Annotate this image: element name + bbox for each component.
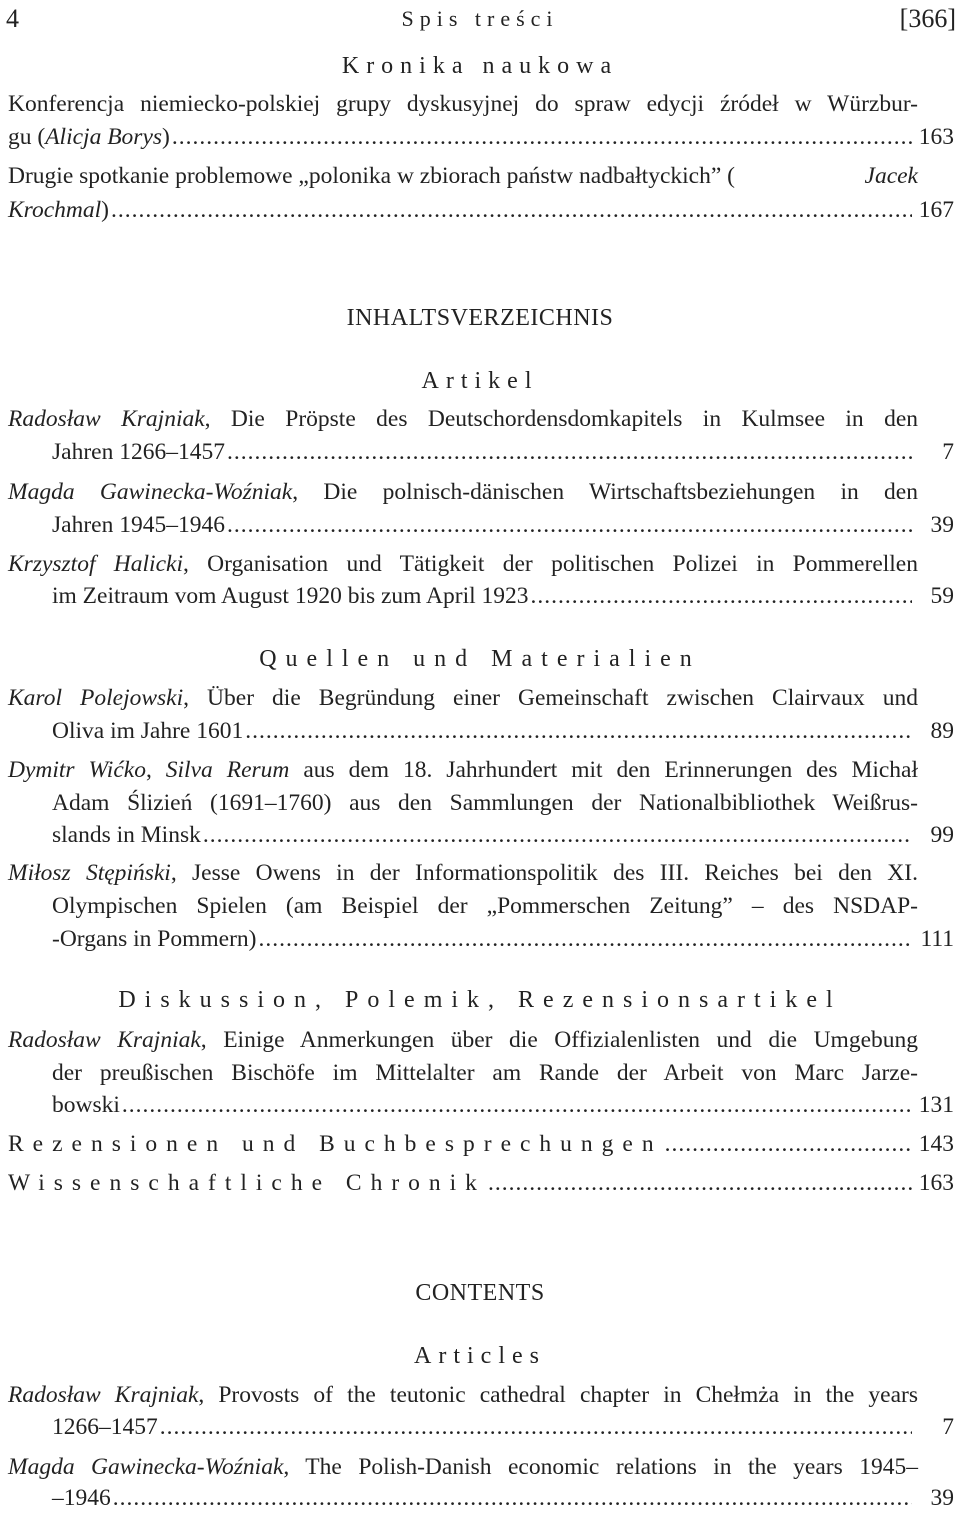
section-heading-kronika: Kronika naukowa xyxy=(341,53,619,79)
author-name: Karol Polejowski xyxy=(8,685,184,711)
leader-dots xyxy=(172,122,912,152)
author-name: Magda Gawinecka-Woźniak xyxy=(8,479,293,505)
leader-dots xyxy=(488,1168,912,1198)
page-ref: 7 xyxy=(942,439,954,465)
toc-entry-line: -Organs in Pommern) ..... xyxy=(52,924,918,954)
page-ref: 143 xyxy=(918,1131,954,1157)
author-name: Magda Gawinecka-Woźniak xyxy=(8,1454,284,1480)
leader-dots xyxy=(665,1129,912,1159)
page-ref: 89 xyxy=(930,718,954,744)
toc-entry-line: Karol Polejowski, Über die Begründung einer Gemeinschaft zwischen Clairvaux und xyxy=(8,685,918,711)
leader-dots xyxy=(203,820,912,850)
toc-entry-line: Konferencja niemiecko-polskiej grupy dyskusyjnej do spraw edycji źródeł w Würzbur- xyxy=(8,91,918,117)
author-name: Krochmal xyxy=(8,197,102,223)
author-name: Radosław Krajniak xyxy=(8,1027,201,1053)
toc-entry-line: Miłosz Stępiński, Jesse Owens in der Informationspolitik des III. Reiches bei den XI. xyxy=(8,860,918,886)
page-ref: 59 xyxy=(930,583,954,609)
toc-entry-line xyxy=(8,1129,918,1159)
toc-entry-line: Radosław Krajniak, Provosts of the teutonic cathedral chapter in Chełmża in the years xyxy=(8,1382,918,1408)
page-ref: 163 xyxy=(918,1170,954,1196)
toc-entry-line: Radosław Krajniak, Einige Anmerkungen über die Offizialenlisten und die Umgebung xyxy=(8,1027,918,1053)
toc-entry-line: bowski ..... xyxy=(52,1090,918,1120)
toc-entry-line: Oliva im Jahre 1601 ..... xyxy=(52,716,918,746)
page-ref: 7 xyxy=(942,1414,954,1440)
leader-dots xyxy=(160,1412,912,1442)
toc-entry-line: der preußischen Bischöfe im Mittelalter am Rande der Arbeit von Marc Jarze- xyxy=(52,1060,918,1086)
section-heading-quellen: Quellen und Materialien xyxy=(259,646,701,672)
toc-entry-line: 1266–1457 ..... xyxy=(52,1412,918,1442)
toc-entry-line: Adam Ślizień (1691–1760) aus den Sammlungen der Nationalbibliothek Weißrus- xyxy=(52,790,918,816)
toc-entry-line: Magda Gawinecka-Woźniak, Die polnisch-dänischen Wirtschaftsbeziehungen in den xyxy=(8,479,918,505)
author-name: Radosław Krajniak xyxy=(8,1382,199,1408)
toc-entry-line: Dymitr Wićko, Silva Rerum aus dem 18. Jahrhundert mit den Erinnerungen des Michał xyxy=(8,757,919,783)
running-title: Spis treści xyxy=(401,6,559,31)
original-page-number: [366] xyxy=(899,4,956,33)
author-name: Miłosz Stępiński xyxy=(8,860,171,886)
work-title: Silva Rerum xyxy=(165,757,290,783)
toc-entry-line: Jahren 1266–1457 ..... xyxy=(52,437,918,467)
author-name: Radosław Krajniak xyxy=(8,406,205,432)
author-name: Krzysztof Halicki xyxy=(8,551,183,577)
toc-entry-line: slands in Minsk ..... xyxy=(52,820,918,850)
page-number: 4 xyxy=(6,4,19,33)
page-ref: 167 xyxy=(918,197,954,223)
toc-entry-line: Magda Gawinecka-Woźniak, The Polish-Danish economic relations in the years 1945– xyxy=(8,1454,918,1480)
toc-entry-line: Jahren 1945–1946 ..... xyxy=(52,510,918,540)
author-name: Alicja Borys xyxy=(45,124,163,150)
toc-entry-line: gu (Alicja Borys) ..... xyxy=(8,122,918,152)
section-heading-diskussion: Diskussion, Polemik, Rezensionsartikel xyxy=(118,987,842,1013)
section-heading-articles: Articles xyxy=(414,1343,546,1369)
toc-entry-line: Drugie spotkanie problemowe „polonika w zbiorach państw nadbałtyckich” ( Jacek xyxy=(8,163,918,189)
toc-entry-line: Radosław Krajniak, Die Pröpste des Deutschordensdomkapitels in Kulmsee in den xyxy=(8,406,918,432)
author-name: Jacek xyxy=(864,163,918,189)
leader-dots xyxy=(122,1090,912,1120)
page-ref: 111 xyxy=(920,926,954,952)
page-ref: 39 xyxy=(930,512,954,538)
toc-entry-line: Krochmal) ..... xyxy=(8,195,918,225)
toc-entry-line xyxy=(8,1168,918,1198)
leader-dots xyxy=(531,581,912,611)
author-name: Dymitr Wićko xyxy=(8,757,146,783)
toc-entry-line: im Zeitraum vom August 1920 bis zum April 1923 ..... xyxy=(52,581,918,611)
leader-dots xyxy=(227,510,912,540)
page-ref: 163 xyxy=(918,124,954,150)
leader-dots xyxy=(259,924,912,954)
section-label-rezensionen: Rezensionen und Buchbesprechungen xyxy=(8,1131,663,1157)
leader-dots xyxy=(227,437,912,467)
toc-entry-line: –1946 ..... xyxy=(52,1483,918,1513)
section-heading-artikel: Artikel xyxy=(421,368,539,394)
toc-entry-line: Olympischen Spielen (am Beispiel der „Pommerschen Zeitung” – des NSDAP- xyxy=(52,893,918,919)
leader-dots xyxy=(245,716,912,746)
toc-entry-line: Krzysztof Halicki, Organisation und Tätigkeit der politischen Polizei in Pommerellen xyxy=(8,551,918,577)
page-ref: 39 xyxy=(930,1485,954,1511)
page-ref: 99 xyxy=(930,822,954,848)
section-title-contents: CONTENTS xyxy=(415,1280,545,1306)
section-label-chronik: Wissenschaftliche Chronik xyxy=(8,1170,486,1196)
leader-dots xyxy=(111,195,912,225)
page-ref: 131 xyxy=(918,1092,954,1118)
section-title-inhalt: INHALTSVERZEICHNIS xyxy=(346,305,614,331)
